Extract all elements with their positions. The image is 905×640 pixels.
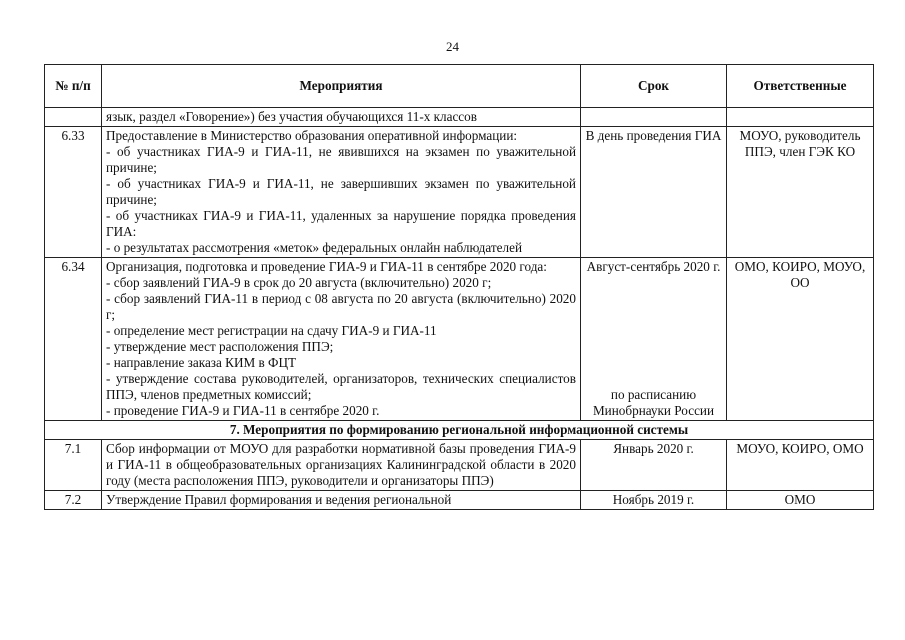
- cell-term: [581, 258, 727, 421]
- cell-activity: Утверждение Правил формирования и ведения региональной: [102, 491, 581, 510]
- cell-num: 7.1: [45, 440, 102, 491]
- table-row-7-1: [45, 440, 874, 491]
- header-activity: Мероприятия: [102, 65, 581, 108]
- table-row-6-34: [45, 258, 874, 421]
- table-row-6-33: [45, 127, 874, 258]
- term-main: Август-сентябрь 2020 г.: [586, 259, 721, 274]
- header-num: № п/п: [45, 65, 102, 108]
- activity-line: - направление заказа КИМ в ФЦТ: [106, 355, 297, 370]
- cell-term: Январь 2020 г.: [581, 440, 727, 491]
- activity-line: - об участниках ГИА-9 и ГИА-11, не явившихся на экзамен по уважительной причине;: [106, 144, 576, 175]
- activity-line: - сбор заявлений ГИА-11 в период с 08 августа по 20 августа (включительно) 2020 г;: [106, 291, 576, 322]
- cell-activity: Сбор информации от МОУО для разработки нормативной базы проведения ГИА-9 и ГИА-11 в общеобразовательных организациях Калининградской области в 2020 году (места расположения ППЭ, руководители и организаторы ППЭ): [102, 440, 581, 491]
- table-row-continuation: [45, 108, 874, 127]
- section-heading-row: [45, 421, 874, 440]
- term-schedule: по расписанию Минобрнауки России: [592, 387, 715, 418]
- table-row-7-2: [45, 491, 874, 510]
- events-table: [44, 64, 874, 510]
- activity-line: - утверждение мест расположения ППЭ;: [106, 339, 334, 354]
- activity-line: - сбор заявлений ГИА-9 в срок до 20 августа (включительно) 2020 г;: [106, 275, 492, 290]
- cell-term-empty: [581, 108, 727, 127]
- cell-responsible: МОУО, КОИРО, ОМО: [727, 440, 874, 491]
- page-number: 24: [446, 39, 459, 54]
- cell-continuation-text: язык, раздел «Говорение») без участия обучающихся 11-х классов: [102, 108, 581, 127]
- activity-line: Предоставление в Министерство образования оперативной информации:: [106, 128, 518, 143]
- cell-num-empty: [45, 108, 102, 127]
- cell-num: 7.2: [45, 491, 102, 510]
- cell-activity: [102, 258, 581, 421]
- header-term: Срок: [581, 65, 727, 108]
- activity-line: - утверждение состава руководителей, организаторов, технических специалистов ППЭ, членов предметных комиссий;: [106, 371, 576, 402]
- cell-term: В день проведения ГИА: [581, 127, 727, 258]
- header-responsible: Ответственные: [727, 65, 874, 108]
- cell-responsible: ОМО, КОИРО, МОУО, ОО: [727, 258, 874, 421]
- activity-line: - об участниках ГИА-9 и ГИА-11, не завершивших экзамен по уважительной причине;: [106, 176, 576, 207]
- cell-term: Ноябрь 2019 г.: [581, 491, 727, 510]
- activity-line: - об участниках ГИА-9 и ГИА-11, удаленных за нарушение порядка проведения ГИА:: [106, 208, 576, 239]
- cell-num: 6.33: [45, 127, 102, 258]
- section-heading: 7. Мероприятия по формированию региональной информационной системы: [45, 421, 874, 440]
- cell-responsible: ОМО: [727, 491, 874, 510]
- table-header-row: [45, 65, 874, 108]
- activity-line: - проведение ГИА-9 и ГИА-11 в сентябре 2020 г.: [106, 403, 380, 418]
- activity-line: Организация, подготовка и проведение ГИА-9 и ГИА-11 в сентябре 2020 года:: [106, 259, 547, 274]
- cell-activity: [102, 127, 581, 258]
- cell-responsible: МОУО, руководитель ППЭ, член ГЭК КО: [727, 127, 874, 258]
- cell-responsible-empty: [727, 108, 874, 127]
- activity-line: - о результатах рассмотрения «меток» федеральных онлайн наблюдателей: [106, 240, 523, 255]
- activity-line: - определение мест регистрации на сдачу ГИА-9 и ГИА-11: [106, 323, 437, 338]
- cell-num: 6.34: [45, 258, 102, 421]
